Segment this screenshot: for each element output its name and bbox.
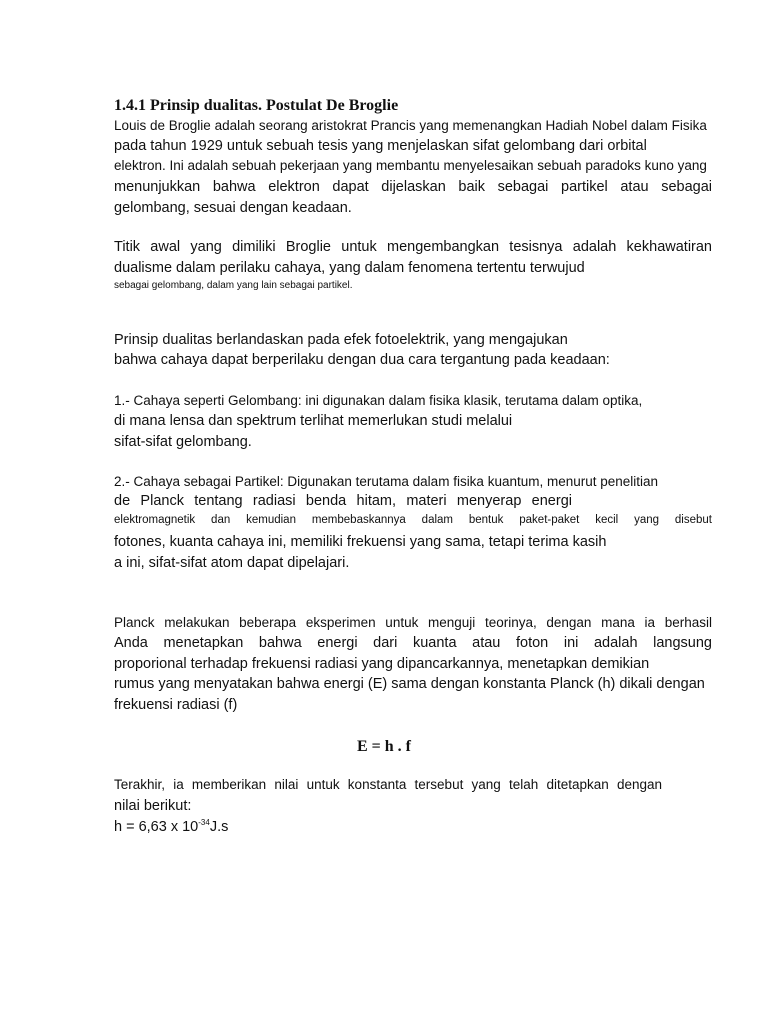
- text-line: bahwa cahaya dapat berperilaku dengan dua cara tergantung pada keadaan:: [114, 352, 610, 368]
- planck-formula: E = h . f: [356, 738, 411, 755]
- planck-constant: [114, 820, 228, 835]
- text-line: pada tahun 1929 untuk sebuah tesis yang menjelaskan sifat gelombang dari orbital: [114, 138, 647, 154]
- text-line: 1.- Cahaya seperti Gelombang: ini digunakan dalam fisika klasik, terutama dalam optika,: [114, 393, 643, 408]
- text-line: Planck melakukan beberapa eksperimen untuk menguji teorinya, dengan mana ia berhasil: [114, 615, 712, 630]
- text-line: Titik awal yang dimiliki Broglie untuk mengembangkan tesisnya adalah kekhawatiran: [114, 239, 712, 255]
- text-line: Anda menetapkan bahwa energi dari kuanta atau foton ini adalah langsung: [114, 635, 712, 651]
- text-line: dualisme dalam perilaku cahaya, yang dalam fenomena tertentu terwujud: [114, 260, 585, 276]
- text-line: Terakhir, ia memberikan nilai untuk konstanta tersebut yang telah ditetapkan dengan: [114, 777, 662, 792]
- text-line: sifat-sifat gelombang.: [114, 434, 252, 450]
- text-line: de Planck tentang radiasi benda hitam, materi menyerap energi: [114, 493, 572, 509]
- text-line: 2.- Cahaya sebagai Partikel: Digunakan terutama dalam fisika kuantum, menurut penelitian: [114, 474, 659, 489]
- constant-prefix: h = 6,63 x 10: [114, 819, 199, 835]
- text-line: menunjukkan bahwa elektron dapat dijelaskan baik sebagai partikel atau sebagai: [114, 179, 712, 195]
- text-line: a ini, sifat-sifat atom dapat dipelajari.: [114, 555, 350, 571]
- text-line: fotones, kuanta cahaya ini, memiliki frekuensi yang sama, tetapi terima kasih: [114, 534, 607, 550]
- text-line: di mana lensa dan spektrum terlihat memerlukan studi melalui: [114, 413, 513, 429]
- constant-exponent: -34: [198, 818, 210, 827]
- text-line: elektromagnetik dan kemudian membebaskannya dalam bentuk paket-paket kecil yang disebut: [114, 514, 712, 526]
- section-heading: 1.4.1 Prinsip dualitas. Postulat De Broglie: [114, 97, 399, 114]
- text-line: rumus yang menyatakan bahwa energi (E) sama dengan konstanta Planck (h) dikali dengan: [114, 676, 705, 692]
- text-line: nilai berikut:: [114, 798, 192, 814]
- text-line: gelombang, sesuai dengan keadaan.: [114, 200, 352, 216]
- text-line: frekuensi radiasi (f): [114, 697, 238, 713]
- text-line: sebagai gelombang, dalam yang lain sebagai partikel.: [114, 280, 353, 291]
- text-line: Prinsip dualitas berlandaskan pada efek fotoelektrik, yang mengajukan: [114, 332, 568, 348]
- text-line: Louis de Broglie adalah seorang aristokrat Prancis yang memenangkan Hadiah Nobel dalam Fisika: [114, 118, 707, 133]
- text-line: proporional terhadap frekuensi radiasi yang dipancarkannya, menetapkan demikian: [114, 656, 650, 672]
- text-line: elektron. Ini adalah sebuah pekerjaan yang membantu menyelesaikan sebuah paradoks kuno yang: [114, 158, 707, 173]
- constant-unit: J.s: [209, 819, 229, 835]
